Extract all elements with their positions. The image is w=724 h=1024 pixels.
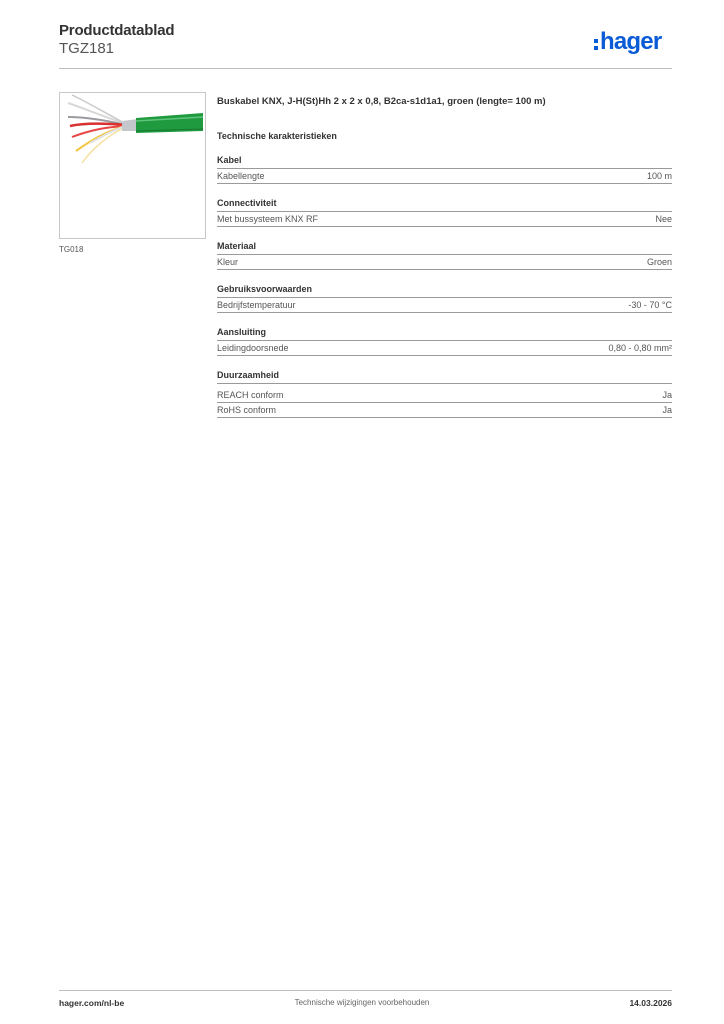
spec-label: REACH conform xyxy=(217,390,284,400)
product-photo xyxy=(59,92,206,239)
product-code: TGZ181 xyxy=(59,40,115,57)
group-title-gebruiksvoorwaarden: Gebruiksvoorwaarden xyxy=(217,283,672,298)
spec-label: Leidingdoorsnede xyxy=(217,343,289,353)
spec-value: 100 m xyxy=(646,171,672,181)
spec-row xyxy=(217,341,672,356)
group-title-kabel: Kabel xyxy=(217,154,672,169)
group-title-materiaal: Materiaal xyxy=(217,240,672,255)
spec-value: Nee xyxy=(655,214,672,224)
spec-row xyxy=(217,169,672,184)
hager-logo xyxy=(594,28,661,56)
logo-text: hager xyxy=(600,28,662,55)
logo-dots-icon xyxy=(594,39,598,50)
header-divider xyxy=(59,68,672,69)
spec-label: Kabellengte xyxy=(217,171,265,181)
spec-value: -30 - 70 °C xyxy=(628,300,672,310)
footer-notice: Technische wijzigingen voorbehouden xyxy=(294,998,430,1007)
section-heading: Technische karakteristieken xyxy=(217,131,337,141)
spec-row xyxy=(217,298,672,313)
group-title-aansluiting: Aansluiting xyxy=(217,326,672,341)
spec-value: Ja xyxy=(662,405,672,415)
spec-label: RoHS conform xyxy=(217,405,277,415)
spec-row xyxy=(217,388,672,403)
document-header xyxy=(59,22,174,57)
photo-caption: TG018 xyxy=(59,245,84,254)
spec-content xyxy=(217,96,672,418)
spec-row xyxy=(217,403,672,418)
spec-label: Met bussysteem KNX RF xyxy=(217,214,319,224)
spec-row xyxy=(217,212,672,227)
spec-value: Groen xyxy=(646,257,672,267)
spec-row xyxy=(217,255,672,270)
footer-website-link[interactable]: hager.com/nl-be xyxy=(59,998,125,1008)
group-title-connectiviteit: Connectiviteit xyxy=(217,197,672,212)
cable-photo-icon xyxy=(60,93,205,238)
document-title: Productdatablad xyxy=(59,22,175,39)
group-title-duurzaamheid: Duurzaamheid xyxy=(217,369,672,384)
spec-value: 0,80 - 0,80 mm² xyxy=(608,343,672,353)
product-name: Buskabel KNX, J-H(St)Hh 2 x 2 x 0,8, B2ca-s1d1a1, groen (lengte= 100 m) xyxy=(217,96,546,107)
footer-date: 14.03.2026 xyxy=(629,998,672,1008)
spec-label: Bedrijfstemperatuur xyxy=(217,300,296,310)
footer-divider xyxy=(59,990,672,991)
spec-value: Ja xyxy=(662,390,672,400)
spec-label: Kleur xyxy=(217,257,239,267)
